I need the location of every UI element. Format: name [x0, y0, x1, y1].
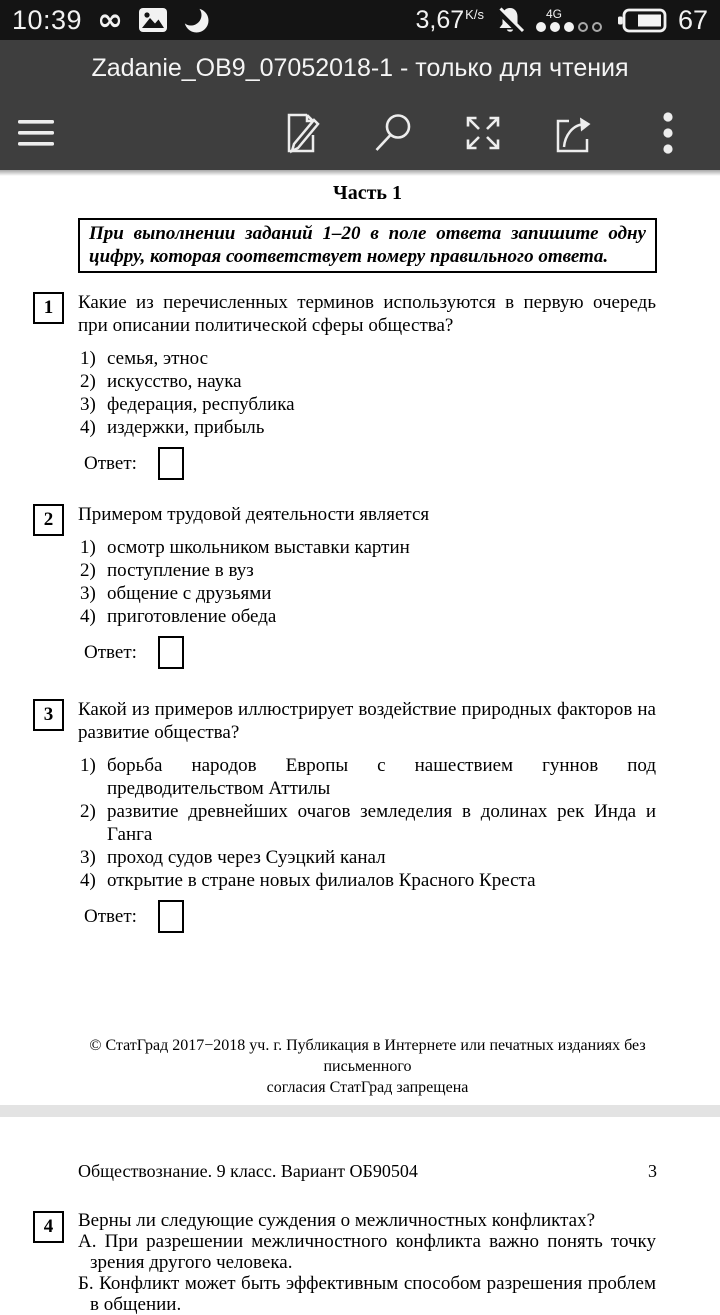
option-row — [78, 800, 656, 846]
fullscreen-button[interactable] — [459, 103, 507, 163]
answer-label: Ответ: — [84, 453, 137, 474]
option-text: издержки, прибыль — [107, 417, 265, 438]
answer-input-box — [158, 636, 184, 669]
search-icon — [371, 111, 415, 155]
question-2 — [0, 503, 720, 669]
answer-row — [84, 447, 656, 480]
answer-input-box — [158, 447, 184, 480]
option-number: 1) — [80, 348, 96, 369]
option-number: 2) — [80, 371, 96, 392]
copyright-line-1: © СтатГрад 2017−2018 уч. г. Публикация в Интернете или печатных изданиях без письменного — [89, 1037, 646, 1075]
options-list — [78, 754, 656, 892]
edit-document-icon — [280, 110, 324, 156]
page-number: 3 — [648, 1161, 657, 1181]
question-3 — [0, 698, 720, 933]
option-row — [78, 754, 656, 800]
answer-label: Ответ: — [84, 642, 137, 663]
document-page-2[interactable] — [0, 1117, 720, 1315]
option-number: 3) — [80, 583, 96, 604]
status-bar-right — [404, 5, 708, 36]
answer-label: Ответ: — [84, 906, 137, 927]
option-row — [78, 605, 656, 628]
document-page-1[interactable] — [0, 170, 720, 1105]
answer-row — [84, 636, 656, 669]
document-title: Zadanie_OB9_07052018-1 - только для чтения — [91, 53, 629, 82]
question-stem: Какие из перечисленных терминов используются в первую очередь при описании политической сферы общества? — [78, 292, 656, 336]
notifications-muted-bell-icon — [495, 5, 525, 35]
status-bar — [0, 0, 720, 40]
question-stem: Верны ли следующие суждения о межличностных конфликтах? — [78, 1210, 596, 1231]
statement-b-clipped: Б. Конфликт может быть эффективным способом разрешения проблем в общении. — [78, 1273, 656, 1315]
option-text: федерация, республика — [107, 394, 295, 415]
do-not-disturb-moon-icon — [183, 7, 210, 34]
edit-button[interactable] — [278, 103, 326, 163]
option-row — [78, 416, 656, 439]
share-button[interactable] — [548, 103, 596, 163]
status-bar-left — [12, 2, 225, 38]
fullscreen-expand-icon — [461, 111, 505, 155]
network-speed-label: $3,67^{K/s}$ — [415, 5, 484, 34]
network-speed-unit: K/s — [465, 6, 484, 22]
section-title: Часть 1 — [333, 182, 402, 204]
option-text: проход судов через Суэцкий канал — [107, 847, 386, 868]
option-number: 3) — [80, 394, 96, 415]
page-header-title: Обществознание. 9 класс. Вариант ОБ90504 — [78, 1161, 418, 1181]
app-title-bar — [0, 40, 720, 96]
clock-label: 10:39 — [12, 4, 83, 35]
option-number: 2) — [80, 801, 96, 822]
option-text: общение с друзьями — [107, 583, 272, 604]
option-row — [78, 536, 656, 559]
battery-icon — [617, 6, 667, 35]
cell-signal-indicator — [536, 8, 606, 32]
option-number: 3) — [80, 847, 96, 868]
option-row — [78, 846, 656, 869]
question-number-box: 2 — [33, 504, 64, 536]
page-gap — [0, 1105, 720, 1117]
option-row — [78, 393, 656, 416]
question-stem: Примером трудовой деятельности является — [78, 504, 430, 525]
question-number-box: 4 — [33, 1211, 64, 1243]
three-dots-icon — [662, 110, 674, 156]
question-number-box: 1 — [33, 292, 64, 324]
option-text: искусство, наука — [107, 371, 242, 392]
option-row — [78, 582, 656, 605]
search-button[interactable] — [369, 103, 417, 163]
option-number: 4) — [80, 870, 96, 891]
option-number: 2) — [80, 560, 96, 581]
hamburger-icon — [17, 118, 55, 148]
menu-button[interactable] — [12, 103, 60, 163]
question-1 — [0, 291, 720, 480]
question-stem: Какой из примеров иллюстрирует воздействие природных факторов на развитие общества? — [78, 699, 656, 743]
share-icon — [549, 110, 595, 156]
signal-dots — [536, 22, 606, 32]
toolbar-shadow — [0, 170, 720, 176]
options-list — [78, 347, 656, 439]
question-number-box: 3 — [33, 699, 64, 731]
copyright-line-2: согласия СтатГрад запрещена — [266, 1079, 469, 1096]
option-number: 1) — [80, 537, 96, 558]
battery-percent-label: 67 — [677, 4, 708, 35]
answer-input-box — [158, 900, 184, 933]
page-header — [78, 1161, 657, 1182]
option-number: 1) — [80, 755, 96, 776]
option-row — [78, 869, 656, 892]
option-row — [78, 559, 656, 582]
option-row — [78, 370, 656, 393]
copyright-footer — [78, 1035, 657, 1098]
option-text: борьба народов Европы с нашествием гуннов под предводительством Аттилы — [107, 755, 656, 799]
option-number: 4) — [80, 417, 96, 438]
option-text: семья, этнос — [107, 348, 209, 369]
screenshot-image-icon — [138, 7, 168, 33]
options-list — [78, 536, 656, 628]
option-text: развитие древнейших очагов земледелия в долинах рек Инда и Ганга — [107, 801, 656, 845]
option-text: осмотр школьником выставки картин — [107, 537, 410, 558]
network-type-label: 4G — [545, 7, 562, 21]
answer-row — [84, 900, 656, 933]
question-4 — [0, 1210, 720, 1315]
option-number: 4) — [80, 606, 96, 627]
option-text: поступление в вуз — [107, 560, 254, 581]
option-row — [78, 347, 656, 370]
option-text: открытие в стране новых филиалов Красного Креста — [107, 870, 536, 891]
infinity-icon: ∞ — [97, 2, 123, 38]
statement-a: А. При разрешении межличностного конфликта важно понять точку зрения другого человека. — [78, 1231, 656, 1273]
overflow-menu-button[interactable] — [650, 103, 686, 163]
instruction-box: При выполнении заданий 1–20 в поле ответа запишите одну цифру, которая соответствует номеру правильного ответа. — [78, 218, 657, 273]
option-text: приготовление обеда — [107, 606, 277, 627]
toolbar — [0, 96, 720, 170]
